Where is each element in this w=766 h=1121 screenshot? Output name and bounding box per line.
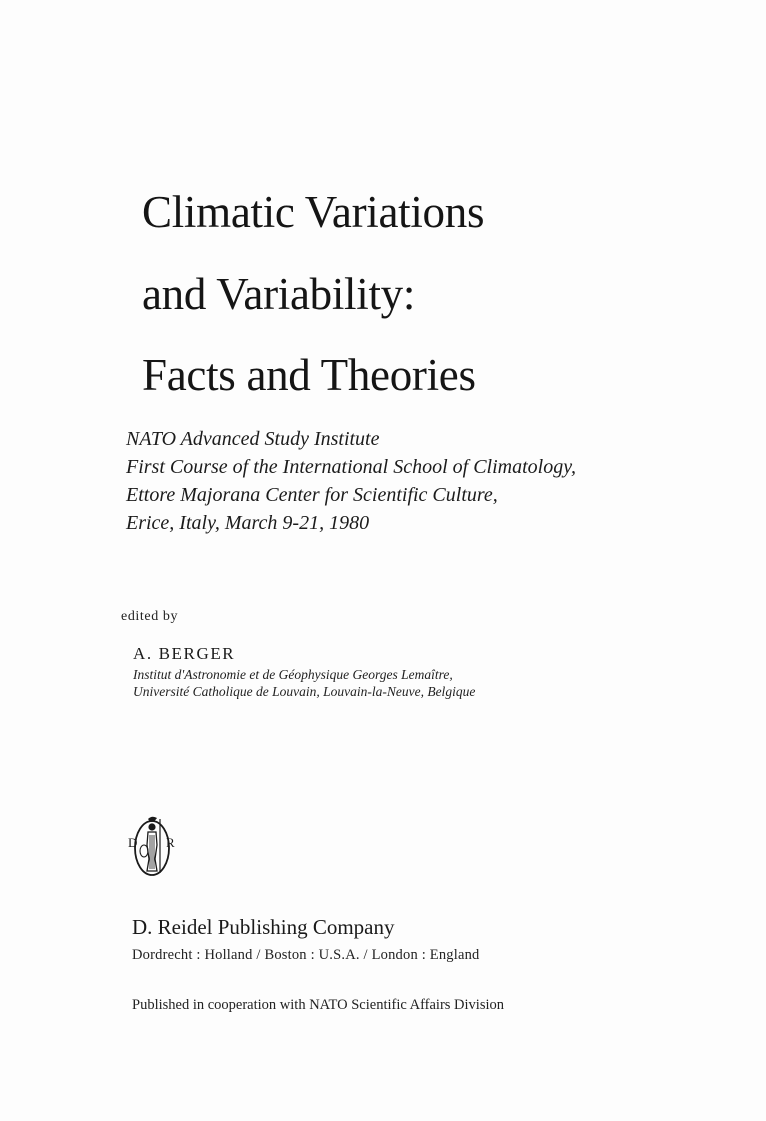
affiliation-line-2: Université Catholique de Louvain, Louvain-la-Neuve, Belgique bbox=[133, 684, 476, 699]
book-title-line-2: and Variability: bbox=[142, 269, 416, 319]
editor-name: A. BERGER bbox=[133, 644, 236, 663]
affiliation-line-1: Institut d'Astronomie et de Géophysique Georges Lemaître, bbox=[133, 667, 453, 682]
subtitle-block bbox=[126, 425, 576, 537]
subtitle-line-3: Ettore Majorana Center for Scientific Culture, bbox=[126, 484, 498, 506]
cooperation-note: Published in cooperation with NATO Scientific Affairs Division bbox=[132, 997, 504, 1013]
book-title-line-3: Facts and Theories bbox=[142, 350, 476, 400]
publisher-locations: Dordrecht : Holland / Boston : U.S.A. / London : England bbox=[132, 947, 480, 963]
edited-by-label: edited by bbox=[121, 609, 179, 624]
subtitle-line-2: First Course of the International School of Climatology, bbox=[126, 456, 576, 478]
publisher-name: D. Reidel Publishing Company bbox=[132, 915, 395, 939]
editor-affiliation bbox=[133, 666, 475, 700]
logo-letter-r: R bbox=[166, 835, 175, 850]
subtitle-line-1: NATO Advanced Study Institute bbox=[126, 428, 380, 450]
subtitle-line-4: Erice, Italy, March 9-21, 1980 bbox=[126, 512, 370, 534]
book-title-line-1: Climatic Variations bbox=[142, 187, 485, 237]
reidel-athena-emblem-icon bbox=[124, 813, 180, 879]
logo-letter-d: D bbox=[128, 835, 138, 850]
